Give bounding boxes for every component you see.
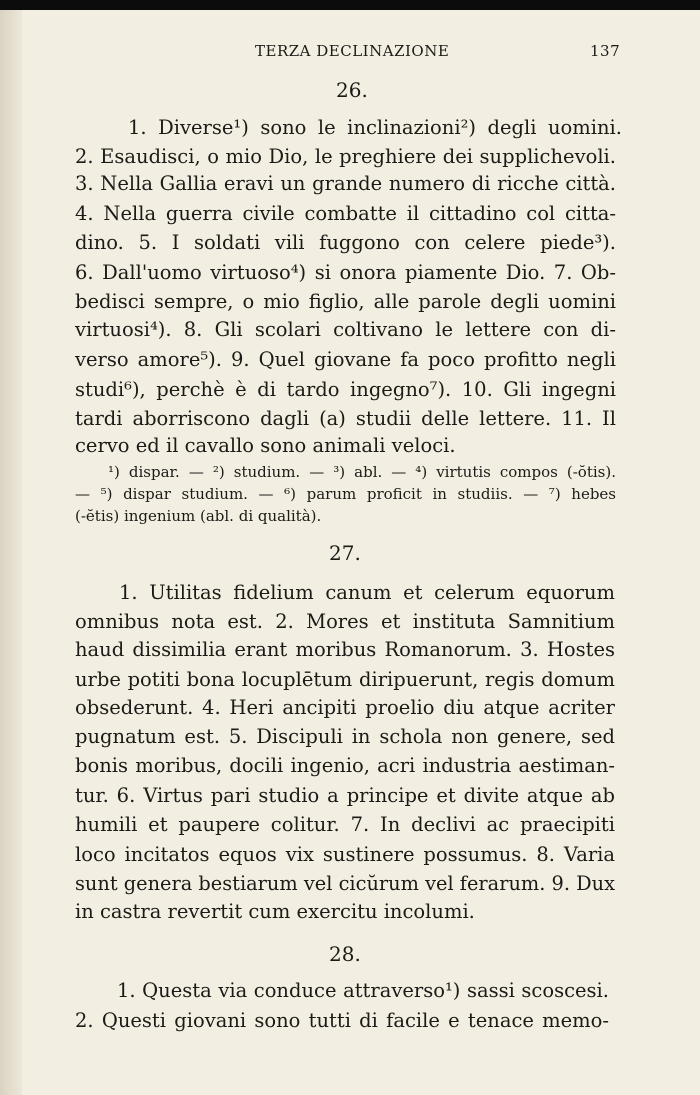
scan-top-edge xyxy=(0,0,700,10)
exercise-28-line: 1. Questa via conduce attraverso¹) sassi scoscesi. xyxy=(117,979,609,1002)
exercise-28-line: 2. Questi giovani sono tutti di facile e tenace memo- xyxy=(75,1009,609,1032)
exercise-26-line: 4. Nella guerra civile combatte il cittadino col citta- xyxy=(75,202,616,225)
exercise-26-footnote: (-ĕtis) ingenium (abl. di qualità). xyxy=(75,507,322,525)
exercise-27-line: urbe potiti bona locuplētum diripuerunt, regis domum xyxy=(75,668,615,691)
exercise-26-line: verso amore⁵). 9. Quel giovane fa poco profitto negli xyxy=(75,348,616,371)
exercise-number-28: 28. xyxy=(329,942,361,966)
exercise-26-line: dino. 5. I soldati vili fuggono con celere piede³). xyxy=(75,231,616,254)
exercise-27-line: sunt genera bestiarum vel cicŭrum vel ferarum. 9. Dux xyxy=(75,872,616,895)
exercise-27-line: 1. Utilitas fidelium canum et celerum equorum xyxy=(119,581,615,604)
exercise-26-footnote: ¹) dispar. — ²) studium. — ³) abl. — ⁴) virtutis compos (-ŏtis). xyxy=(108,463,616,481)
exercise-26-line: 6. Dall'uomo virtuoso⁴) si onora piamente Dio. 7. Ob- xyxy=(75,261,616,284)
exercise-26-line: virtuosi⁴). 8. Gli scolari coltivano le lettere con di- xyxy=(75,318,616,341)
exercise-27-line: loco incitatos equos vix sustinere possumus. 8. Varia xyxy=(75,843,615,866)
exercise-27-line: obsederunt. 4. Heri ancipiti proelio diu atque acriter xyxy=(75,696,615,719)
exercise-27-line: humili et paupere colitur. 7. In declivi ac praecipiti xyxy=(75,813,615,836)
exercise-number-27: 27. xyxy=(329,541,361,565)
exercise-26-line: 3. Nella Gallia eravi un grande numero di ricche città. xyxy=(75,172,616,195)
exercise-26-line: cervo ed il cavallo sono animali veloci. xyxy=(75,434,456,457)
page-number: 137 xyxy=(590,42,621,60)
exercise-26-line: 2. Esaudisci, o mio Dio, le preghiere dei supplichevoli. xyxy=(75,145,616,168)
exercise-26-line: bedisci sempre, o mio figlio, alle parole degli uomini xyxy=(75,290,616,313)
exercise-27-line: omnibus nota est. 2. Mores et instituta Samnitium xyxy=(75,610,615,633)
exercise-26-line: tardi aborriscono dagli (a) studii delle lettere. 11. Il xyxy=(75,407,616,430)
exercise-27-line: tur. 6. Virtus pari studio a principe et divite atque ab xyxy=(75,784,615,807)
page-gutter-shadow xyxy=(0,10,22,1095)
exercise-26-line: studi⁶), perchè è di tardo ingegno⁷). 10. Gli ingegni xyxy=(75,378,616,401)
exercise-number-26: 26. xyxy=(336,78,368,102)
exercise-26-line: 1. Diverse¹) sono le inclinazioni²) degli uomini. xyxy=(128,116,622,139)
exercise-27-line: pugnatum est. 5. Discipuli in schola non genere, sed xyxy=(75,725,615,748)
exercise-26-footnote: — ⁵) dispar studium. — ⁶) parum proficit in studiis. — ⁷) hebes xyxy=(75,485,616,503)
exercise-27-line: bonis moribus, docili ingenio, acri industria aestiman- xyxy=(75,754,615,777)
exercise-27-line: in castra revertit cum exercitu incolumi. xyxy=(75,900,475,923)
exercise-27-line: haud dissimilia erant moribus Romanorum. 3. Hostes xyxy=(75,638,615,661)
running-header: TERZA DECLINAZIONE xyxy=(255,42,450,60)
